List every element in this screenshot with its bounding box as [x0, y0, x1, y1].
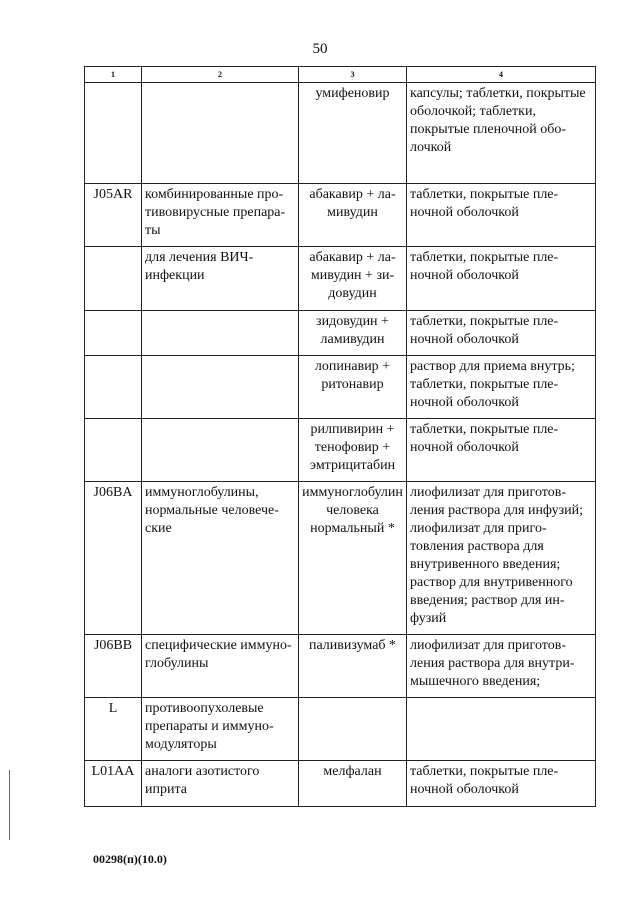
atc-code-cell: J05AR — [85, 184, 142, 247]
drug-table — [84, 66, 596, 807]
drug-name-cell: иммуноглобулин человека нормальный * — [299, 482, 407, 635]
dosage-form-cell: капсулы; таблетки, покрытые оболочкой; таблетки, покрытые пленочной оболочкой — [407, 83, 596, 184]
atc-code-cell: L — [85, 698, 142, 761]
group-name-cell — [142, 356, 299, 419]
dosage-form-cell: лиофилизат для приготовления раствора для инфузий; лиофилизат для приготовления раствора для внутривенного введения; раствор для внутривенного введения; раствор для инфузий — [407, 482, 596, 635]
table-header-row — [85, 67, 596, 83]
table-row — [85, 482, 596, 635]
table-row — [85, 83, 596, 184]
drug-name-cell: абакавир + ламивудин — [299, 184, 407, 247]
table-row — [85, 698, 596, 761]
dosage-form-cell: таблетки, покрытые пленочной оболочкой — [407, 311, 596, 356]
group-name-cell — [142, 311, 299, 356]
atc-code-cell: J06BB — [85, 635, 142, 698]
dosage-form-cell: таблетки, покрытые пленочной оболочкой — [407, 247, 596, 311]
page-number: 50 — [312, 41, 328, 57]
dosage-form-cell: раствор для приема внутрь; таблетки, покрытые пленочной оболочкой — [407, 356, 596, 419]
group-name-cell — [142, 83, 299, 184]
drug-name-cell: умифеновир — [299, 83, 407, 184]
drug-name-cell — [299, 698, 407, 761]
table-row — [85, 635, 596, 698]
table-row — [85, 761, 596, 807]
atc-code-cell — [85, 83, 142, 184]
margin-line — [9, 770, 10, 840]
atc-code-cell — [85, 356, 142, 419]
column-header-1: 1 — [85, 67, 142, 83]
group-name-cell: комбинированные противовирусные препараты — [142, 184, 299, 247]
group-name-cell: для лечения ВИЧ-инфекции — [142, 247, 299, 311]
drug-name-cell: паливизумаб * — [299, 635, 407, 698]
drug-name-cell: мелфалан — [299, 761, 407, 807]
dosage-form-cell: таблетки, покрытые пленочной оболочкой — [407, 419, 596, 482]
drug-name-cell: абакавир + ламивудин + зидовудин — [299, 247, 407, 311]
atc-code-cell: L01AA — [85, 761, 142, 807]
table-row — [85, 356, 596, 419]
group-name-cell: специфические иммуноглобулины — [142, 635, 299, 698]
drug-name-cell: рилпивирин + тенофовир + эмтрицитабин — [299, 419, 407, 482]
table-row — [85, 184, 596, 247]
footer-document-code: 00298(п)(10.0) — [93, 852, 167, 866]
table-row — [85, 311, 596, 356]
drug-name-cell: лопинавир + ритонавир — [299, 356, 407, 419]
group-name-cell: противоопухолевые препараты и иммуномодуляторы — [142, 698, 299, 761]
atc-code-cell — [85, 247, 142, 311]
group-name-cell: иммуноглобулины, нормальные человеческие — [142, 482, 299, 635]
column-header-4: 4 — [407, 67, 596, 83]
group-name-cell: аналоги азотистого иприта — [142, 761, 299, 807]
table-row — [85, 419, 596, 482]
dosage-form-cell: лиофилизат для приготовления раствора для внутримышечного введения; — [407, 635, 596, 698]
group-name-cell — [142, 419, 299, 482]
atc-code-cell — [85, 311, 142, 356]
dosage-form-cell: таблетки, покрытые пленочной оболочкой — [407, 184, 596, 247]
drug-name-cell: зидовудин + ламивудин — [299, 311, 407, 356]
column-header-2: 2 — [142, 67, 299, 83]
dosage-form-cell — [407, 698, 596, 761]
atc-code-cell — [85, 419, 142, 482]
table-row — [85, 247, 596, 311]
column-header-3: 3 — [299, 67, 407, 83]
dosage-form-cell: таблетки, покрытые пленочной оболочкой — [407, 761, 596, 807]
atc-code-cell: J06BA — [85, 482, 142, 635]
